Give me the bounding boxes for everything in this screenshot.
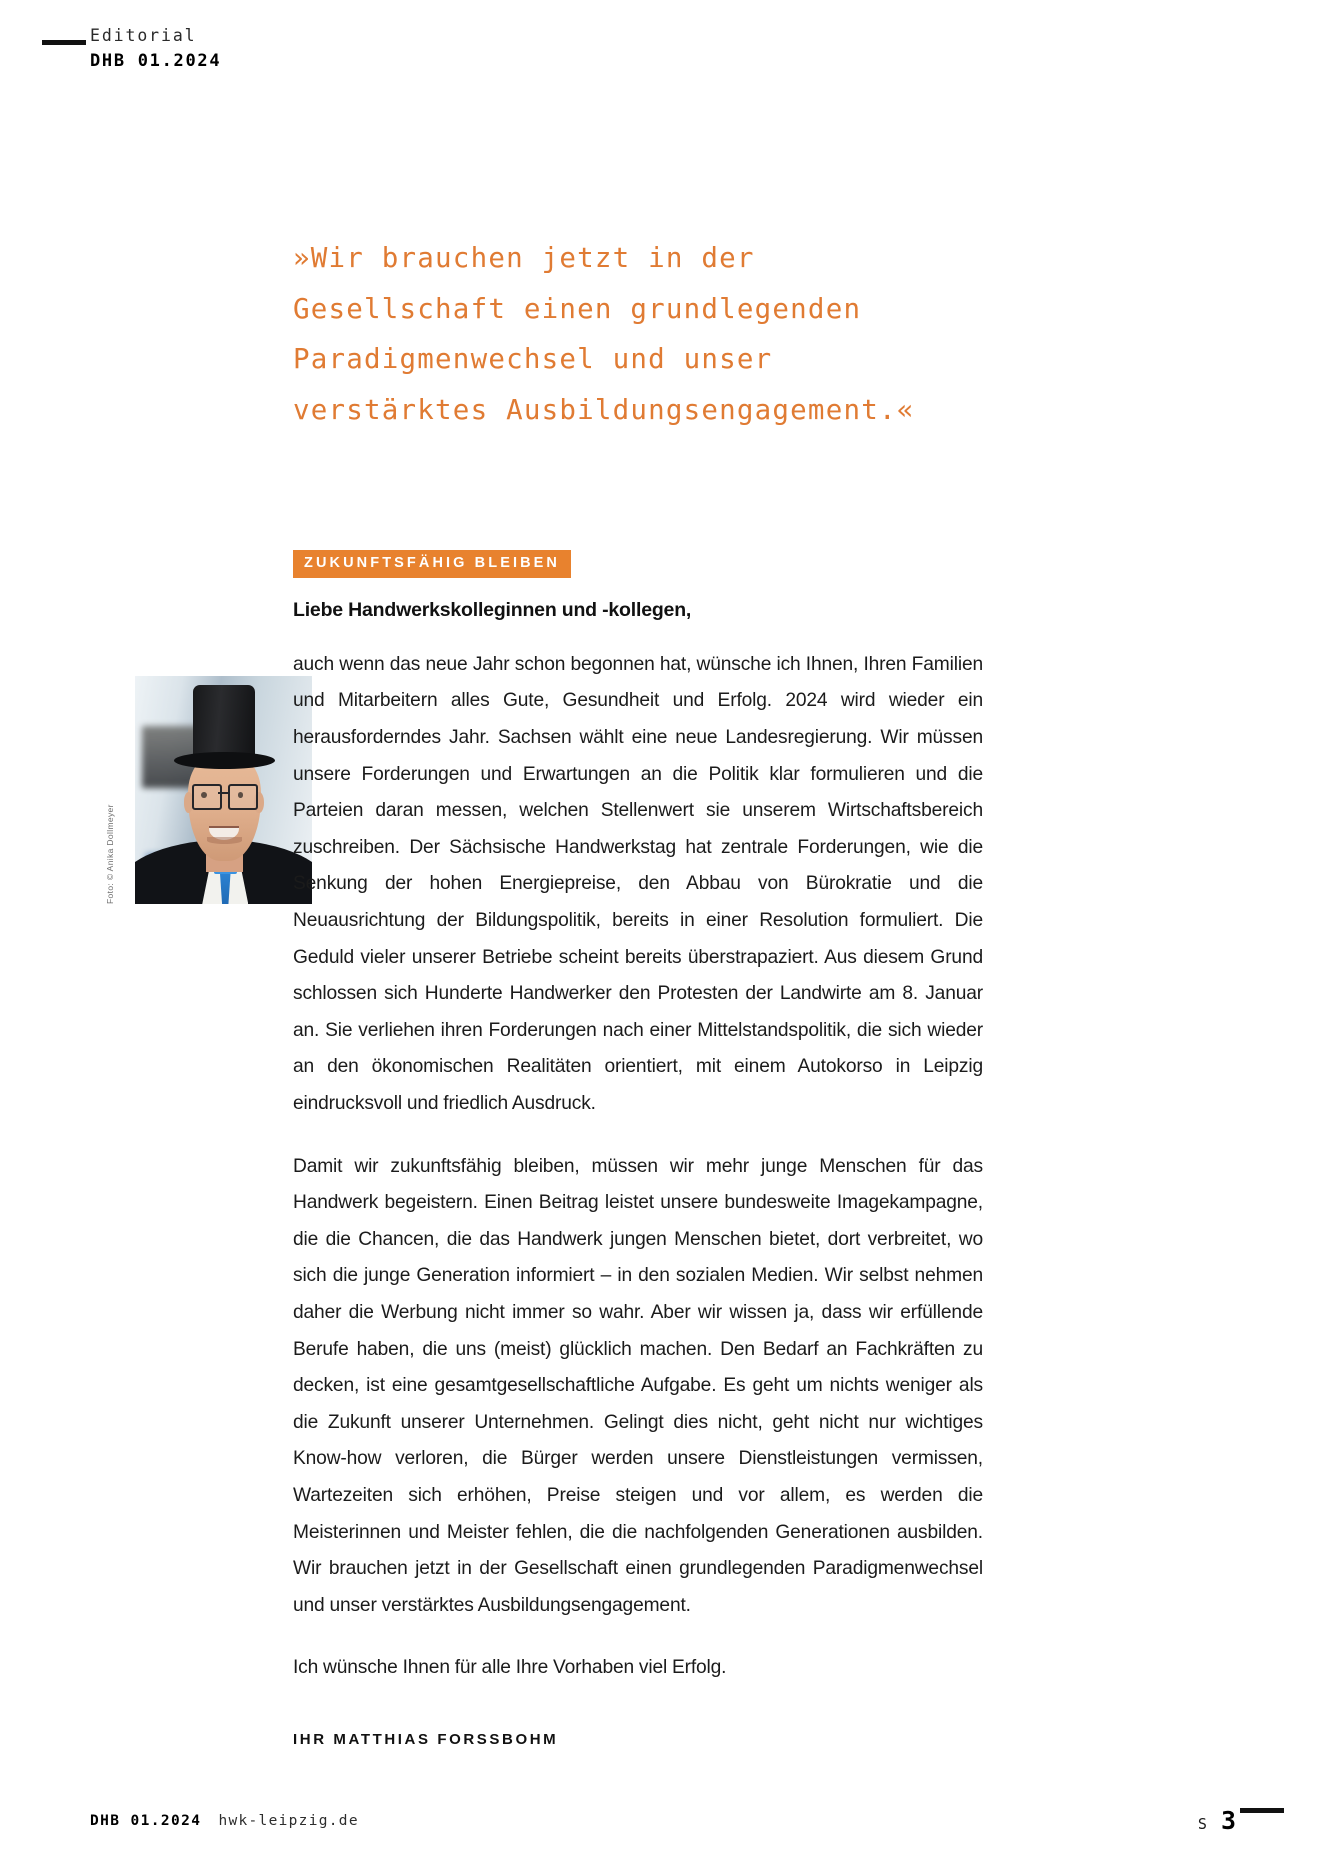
pull-quote [293,233,1103,435]
portrait-top-hat-crown [193,685,255,760]
section-badge: ZUKUNFTSFÄHIG BLEIBEN [293,550,571,578]
photo-credit: Foto: © Anika Dollmeyer [105,804,115,904]
article-paragraph-1: auch wenn das neue Jahr schon begonnen hat, wünsche ich Ihnen, Ihren Familien und Mitarbeitern alles Gute, Gesundheit und Erfolg. 2024 wird wieder ein herausforderndes Jahr. Sachsen wählt eine neue Landesregierung. Wir müssen unsere Forderungen und Erwartungen an die Politik klar formulieren und die Parteien daran messen, welchen Stellenwert sie unserem Wirtschaftsbereich zuschreiben. Der Sächsische Handwerkstag hat zentrale Forderungen, wie die Senkung der hohen Energiepreise, den Abbau von Bürokratie und die Neuausrichtung der Bildungspolitik, bereits in einer Resolution formuliert. Die Geduld vieler unserer Betriebe scheint bereits überstrapaziert. Aus diesem Grund schlossen sich Hunderte Handwerker den Protesten der Landwirte am 8. Januar an. Sie verliehen ihren Forderungen nach einer Mittelstandspolitik, die sich wieder an den ökonomischen Realitäten orientiert, mit einem Autokorso in Leipzig eindrucksvoll und friedlich Ausdruck. [293,653,983,1114]
page-prefix-label: S [1197,1815,1208,1833]
footer-rule-icon [1240,1808,1284,1813]
portrait-glasses-left [192,784,223,810]
article-paragraph-2: Damit wir zukunftsfähig bleiben, müssen wir mehr junge Menschen für das Handwerk begeistern. Einen Beitrag leistet unsere bundesweite Imagekampagne, die die Chancen, die das Handwerk jungen Menschen bietet, dort verbreitet, wo sich die junge Generation informiert – in den sozialen Medien. Wir selbst nehmen daher die Werbung nicht immer so wahr. Aber wir wissen ja, dass wir erfüllende Berufe haben, die uns (meist) glücklich machen. Den Bedarf an Fachkräften zu decken, ist eine gesamtgesellschaftliche Aufgabe. Es geht um nichts weniger als die Zukunft unserer Unternehmen. Gelingt dies nicht, geht nicht nur wichtiges Know-how verloren, die Bürger werden unsere Dienstleistungen vermissen, Wartezeiten sich erhöhen, Preise steigen und vor allem, es werden die Meisterinnen und Meister fehlen, die die nachfolgenden Generationen ausbilden. Wir brauchen jetzt in der Gesellschaft einen grundlegenden Paradigmenwechsel und unser verstärktes Ausbildungsengagement. [293,1155,983,1616]
footer-left-group [90,1813,359,1829]
masthead-rule-icon [42,40,86,45]
footer-right-group [1198,1808,1236,1833]
author-portrait-figure [105,676,312,904]
page-footer [0,1755,1326,1875]
article-signature: IHR MATTHIAS FORSSBOHM [293,1730,559,1748]
masthead-kicker: Editorial [90,26,197,45]
author-portrait-photo [135,676,312,904]
footer-url[interactable]: hwk-leipzig.de [218,1813,359,1829]
page-masthead [0,0,1326,110]
portrait-glasses-bridge [218,792,228,794]
pull-quote-line-1: »Wir brauchen jetzt in der [293,242,755,274]
pull-quote-line-4: verstärktes Ausbildungsengagement.« [293,393,915,426]
portrait-glasses-right [228,784,259,810]
footer-issue: DHB 01.2024 [90,1813,202,1829]
editorial-article [293,550,983,1748]
article-paragraph-3: Ich wünsche Ihnen für alle Ihre Vorhaben viel Erfolg. [293,1657,727,1679]
masthead-issue: DHB 01.2024 [90,51,222,72]
portrait-smile-shadow [207,837,242,844]
article-salutation: Liebe Handwerkskolleginnen und -kollegen, [293,598,692,621]
pull-quote-line-2: Gesellschaft einen grundlegenden [293,292,862,325]
pull-quote-line-3: Paradigmenwechsel und unser [293,343,773,375]
page-number: 3 [1220,1806,1236,1835]
masthead-text-group [90,25,221,75]
